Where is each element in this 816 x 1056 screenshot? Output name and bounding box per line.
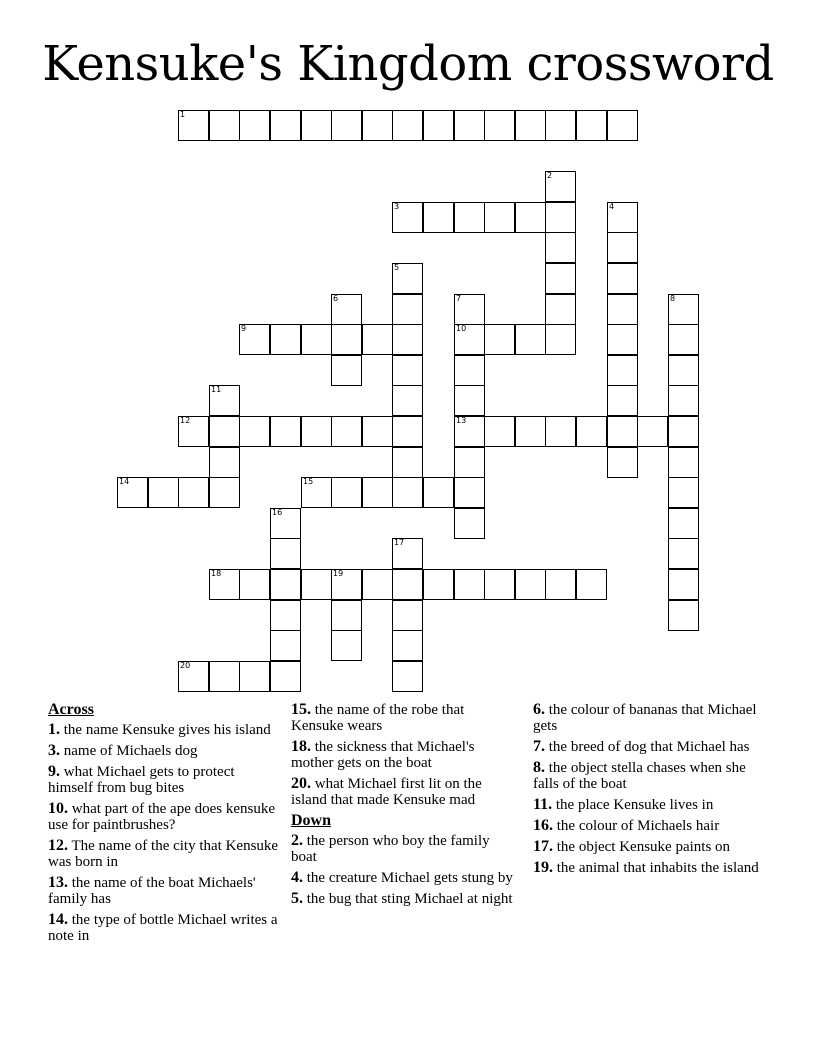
clue-text: the colour of bananas that Michael gets <box>533 702 757 734</box>
clue-down-4 <box>291 870 519 886</box>
grid-cell[interactable] <box>209 661 240 692</box>
grid-cell[interactable] <box>423 202 454 233</box>
grid-cell[interactable] <box>270 324 301 355</box>
grid-cell[interactable] <box>392 630 423 661</box>
grid-cell[interactable] <box>270 508 301 539</box>
cell-number: 2 <box>547 171 553 180</box>
grid-cell[interactable] <box>270 110 301 141</box>
clue-across-9 <box>48 764 282 796</box>
grid-cell[interactable] <box>545 232 576 263</box>
grid-cell[interactable] <box>545 324 576 355</box>
grid-cell[interactable] <box>454 416 485 447</box>
grid-cell[interactable] <box>484 324 515 355</box>
clue-down-17 <box>533 839 765 855</box>
grid-cell[interactable] <box>545 171 576 202</box>
clue-down-8 <box>533 760 765 792</box>
grid-cell[interactable] <box>270 569 301 600</box>
clue-text: the person who boy the family boat <box>291 833 490 865</box>
clue-text: the bug that sting Michael at night <box>306 891 513 907</box>
grid-cell[interactable] <box>301 324 332 355</box>
grid-cell[interactable] <box>576 110 607 141</box>
clue-number: 10. <box>48 800 68 817</box>
grid-cell[interactable] <box>484 202 515 233</box>
grid-cell[interactable] <box>484 416 515 447</box>
grid-cell[interactable] <box>301 569 332 600</box>
grid-cell[interactable] <box>607 416 638 447</box>
clue-text: the creature Michael gets stung by <box>306 870 513 886</box>
clue-number: 8. <box>533 759 545 776</box>
grid-cell[interactable] <box>392 477 423 508</box>
clue-across-13 <box>48 875 282 907</box>
grid-cell[interactable] <box>454 294 485 325</box>
grid-cell[interactable] <box>668 355 699 386</box>
grid-cell[interactable] <box>668 600 699 631</box>
grid-cell[interactable] <box>515 416 546 447</box>
grid-cell[interactable] <box>331 294 362 325</box>
cell-number: 5 <box>394 263 400 272</box>
grid-cell[interactable] <box>301 477 332 508</box>
grid-cell[interactable] <box>209 385 240 416</box>
grid-cell[interactable] <box>454 385 485 416</box>
cell-number: 16 <box>272 508 283 517</box>
clue-number: 1. <box>48 721 60 738</box>
cell-number: 19 <box>333 569 344 578</box>
grid-cell[interactable] <box>148 477 179 508</box>
clue-down-19 <box>533 860 765 876</box>
clue-number: 12. <box>48 837 68 854</box>
clue-text: the animal that inhabits the island <box>556 860 759 876</box>
grid-cell[interactable] <box>607 324 638 355</box>
grid-cell[interactable] <box>668 447 699 478</box>
grid-cell[interactable] <box>576 416 607 447</box>
clue-text: name of Michaels dog <box>63 743 198 759</box>
grid-cell[interactable] <box>484 110 515 141</box>
clue-across-10 <box>48 801 282 833</box>
grid-cell[interactable] <box>607 447 638 478</box>
grid-cell[interactable] <box>545 416 576 447</box>
grid-cell[interactable] <box>392 600 423 631</box>
clue-across-12 <box>48 838 282 870</box>
grid-cell[interactable] <box>545 294 576 325</box>
clue-number: 20. <box>291 775 311 792</box>
grid-cell[interactable] <box>607 355 638 386</box>
grid-cell[interactable] <box>362 324 393 355</box>
clue-text: The name of the city that Kensuke was born in <box>48 838 279 870</box>
grid-cell[interactable] <box>668 324 699 355</box>
grid-cell[interactable] <box>209 110 240 141</box>
clue-number: 17. <box>533 838 553 855</box>
cell-number: 6 <box>333 294 339 303</box>
grid-cell[interactable] <box>331 416 362 447</box>
clue-text: what Michael gets to protect himself from bug bites <box>48 764 235 796</box>
cell-number: 3 <box>394 202 400 211</box>
clue-number: 9. <box>48 763 60 780</box>
grid-cell[interactable] <box>607 110 638 141</box>
clue-down-7 <box>533 739 765 755</box>
grid-cell[interactable] <box>239 324 270 355</box>
grid-cell[interactable] <box>423 110 454 141</box>
clue-across-3 <box>48 743 282 759</box>
grid-cell[interactable] <box>270 600 301 631</box>
grid-cell[interactable] <box>668 477 699 508</box>
grid-cell[interactable] <box>331 110 362 141</box>
cell-number: 9 <box>241 324 247 333</box>
grid-cell[interactable] <box>331 630 362 661</box>
grid-cell[interactable] <box>607 202 638 233</box>
clues-column-3 <box>533 702 765 881</box>
grid-cell[interactable] <box>454 447 485 478</box>
grid-cell[interactable] <box>362 110 393 141</box>
clue-down-2 <box>291 833 519 865</box>
grid-cell[interactable] <box>515 110 546 141</box>
cell-number: 14 <box>119 477 130 486</box>
clues-column-2 <box>291 702 519 912</box>
grid-cell[interactable] <box>668 508 699 539</box>
clue-number: 3. <box>48 742 60 759</box>
grid-cell[interactable] <box>454 477 485 508</box>
clue-number: 2. <box>291 832 303 849</box>
grid-cell[interactable] <box>668 569 699 600</box>
clue-text: the place Kensuke lives in <box>555 797 714 813</box>
grid-cell[interactable] <box>454 355 485 386</box>
grid-cell[interactable] <box>392 355 423 386</box>
grid-cell[interactable] <box>668 416 699 447</box>
grid-cell[interactable] <box>239 569 270 600</box>
grid-cell[interactable] <box>209 416 240 447</box>
grid-cell[interactable] <box>209 569 240 600</box>
clue-down-16 <box>533 818 765 834</box>
clue-number: 16. <box>533 817 553 834</box>
clue-number: 18. <box>291 738 311 755</box>
clue-across-20 <box>291 776 519 808</box>
clue-text: the colour of Michaels hair <box>556 818 720 834</box>
grid-cell[interactable] <box>484 569 515 600</box>
clue-number: 11. <box>533 796 553 813</box>
grid-cell[interactable] <box>515 569 546 600</box>
grid-cell[interactable] <box>392 294 423 325</box>
grid-cell[interactable] <box>545 263 576 294</box>
clue-text: the type of bottle Michael writes a note in <box>48 912 278 944</box>
grid-cell[interactable] <box>454 202 485 233</box>
grid-cell[interactable] <box>239 416 270 447</box>
clue-number: 7. <box>533 738 545 755</box>
grid-cell[interactable] <box>392 385 423 416</box>
grid-cell[interactable] <box>668 294 699 325</box>
clue-across-15 <box>291 702 519 734</box>
cell-number: 13 <box>456 416 467 425</box>
grid-cell[interactable] <box>515 202 546 233</box>
grid-cell[interactable] <box>392 263 423 294</box>
grid-cell[interactable] <box>178 477 209 508</box>
cell-number: 11 <box>211 385 222 394</box>
grid-cell[interactable] <box>637 416 668 447</box>
grid-cell[interactable] <box>178 416 209 447</box>
clue-number: 19. <box>533 859 553 876</box>
clue-text: what part of the ape does kensuke use for paintbrushes? <box>48 801 276 833</box>
clue-text: what Michael first lit on the island that made Kensuke mad <box>291 776 482 808</box>
cell-number: 10 <box>456 324 467 333</box>
grid-cell[interactable] <box>454 569 485 600</box>
grid-cell[interactable] <box>423 477 454 508</box>
cell-number: 8 <box>670 294 676 303</box>
grid-cell[interactable] <box>270 416 301 447</box>
clue-down-11 <box>533 797 765 813</box>
grid-cell[interactable] <box>576 569 607 600</box>
grid-cell[interactable] <box>362 569 393 600</box>
grid-cell[interactable] <box>117 477 148 508</box>
grid-cell[interactable] <box>392 661 423 692</box>
grid-cell[interactable] <box>545 202 576 233</box>
grid-cell[interactable] <box>392 538 423 569</box>
clue-down-6 <box>533 702 765 734</box>
grid-cell[interactable] <box>362 416 393 447</box>
cell-number: 1 <box>180 110 186 119</box>
grid-cell[interactable] <box>668 385 699 416</box>
clue-across-18 <box>291 739 519 771</box>
grid-cell[interactable] <box>392 110 423 141</box>
cell-number: 18 <box>211 569 222 578</box>
clue-number: 15. <box>291 701 311 718</box>
grid-cell[interactable] <box>209 477 240 508</box>
page-title: Kensuke's Kingdom crossword <box>42 36 774 92</box>
clues-column-1 <box>48 702 282 949</box>
clue-number: 13. <box>48 874 68 891</box>
clue-text: the name of the boat Michaels' family has <box>48 875 256 907</box>
grid-cell[interactable] <box>331 477 362 508</box>
cell-number: 12 <box>180 416 191 425</box>
grid-cell[interactable] <box>515 324 546 355</box>
grid-cell[interactable] <box>178 110 209 141</box>
grid-cell[interactable] <box>209 447 240 478</box>
clue-text: the object stella chases when she falls of the boat <box>533 760 746 792</box>
grid-cell[interactable] <box>178 661 209 692</box>
clue-text: the sickness that Michael's mother gets on the boat <box>291 739 475 771</box>
grid-cell[interactable] <box>454 324 485 355</box>
cell-number: 4 <box>609 202 615 211</box>
clue-down-5 <box>291 891 519 907</box>
clue-across-14 <box>48 912 282 944</box>
grid-cell[interactable] <box>270 538 301 569</box>
clue-number: 6. <box>533 701 545 718</box>
clue-across-1 <box>48 722 282 738</box>
grid-cell[interactable] <box>545 569 576 600</box>
clue-number: 4. <box>291 869 303 886</box>
cell-number: 15 <box>303 477 314 486</box>
grid-cell[interactable] <box>392 447 423 478</box>
grid-cell[interactable] <box>331 355 362 386</box>
grid-cell[interactable] <box>392 416 423 447</box>
grid-cell[interactable] <box>331 324 362 355</box>
grid-cell[interactable] <box>331 569 362 600</box>
grid-cell[interactable] <box>392 202 423 233</box>
clue-text: the name Kensuke gives his island <box>63 722 271 738</box>
cell-number: 20 <box>180 661 191 670</box>
grid-cell[interactable] <box>607 263 638 294</box>
clue-number: 5. <box>291 890 303 907</box>
grid-cell[interactable] <box>392 569 423 600</box>
grid-cell[interactable] <box>607 294 638 325</box>
clue-text: the object Kensuke paints on <box>556 839 731 855</box>
grid-cell[interactable] <box>331 600 362 631</box>
cell-number: 17 <box>394 538 405 547</box>
grid-cell[interactable] <box>668 538 699 569</box>
across-heading: Across <box>48 701 94 718</box>
grid-cell[interactable] <box>239 661 270 692</box>
grid-cell[interactable] <box>301 110 332 141</box>
down-heading: Down <box>291 812 332 829</box>
clue-number: 14. <box>48 911 68 928</box>
grid-cell[interactable] <box>301 416 332 447</box>
grid-cell[interactable] <box>270 630 301 661</box>
grid-cell[interactable] <box>362 477 393 508</box>
grid-cell[interactable] <box>607 232 638 263</box>
clue-text: the name of the robe that Kensuke wears <box>291 702 465 734</box>
grid-cell[interactable] <box>454 110 485 141</box>
grid-cell[interactable] <box>454 508 485 539</box>
grid-cell[interactable] <box>607 385 638 416</box>
cell-number: 7 <box>456 294 462 303</box>
grid-cell[interactable] <box>392 324 423 355</box>
grid-cell[interactable] <box>270 661 301 692</box>
grid-cell[interactable] <box>239 110 270 141</box>
grid-cell[interactable] <box>423 569 454 600</box>
clue-text: the breed of dog that Michael has <box>548 739 750 755</box>
grid-cell[interactable] <box>545 110 576 141</box>
